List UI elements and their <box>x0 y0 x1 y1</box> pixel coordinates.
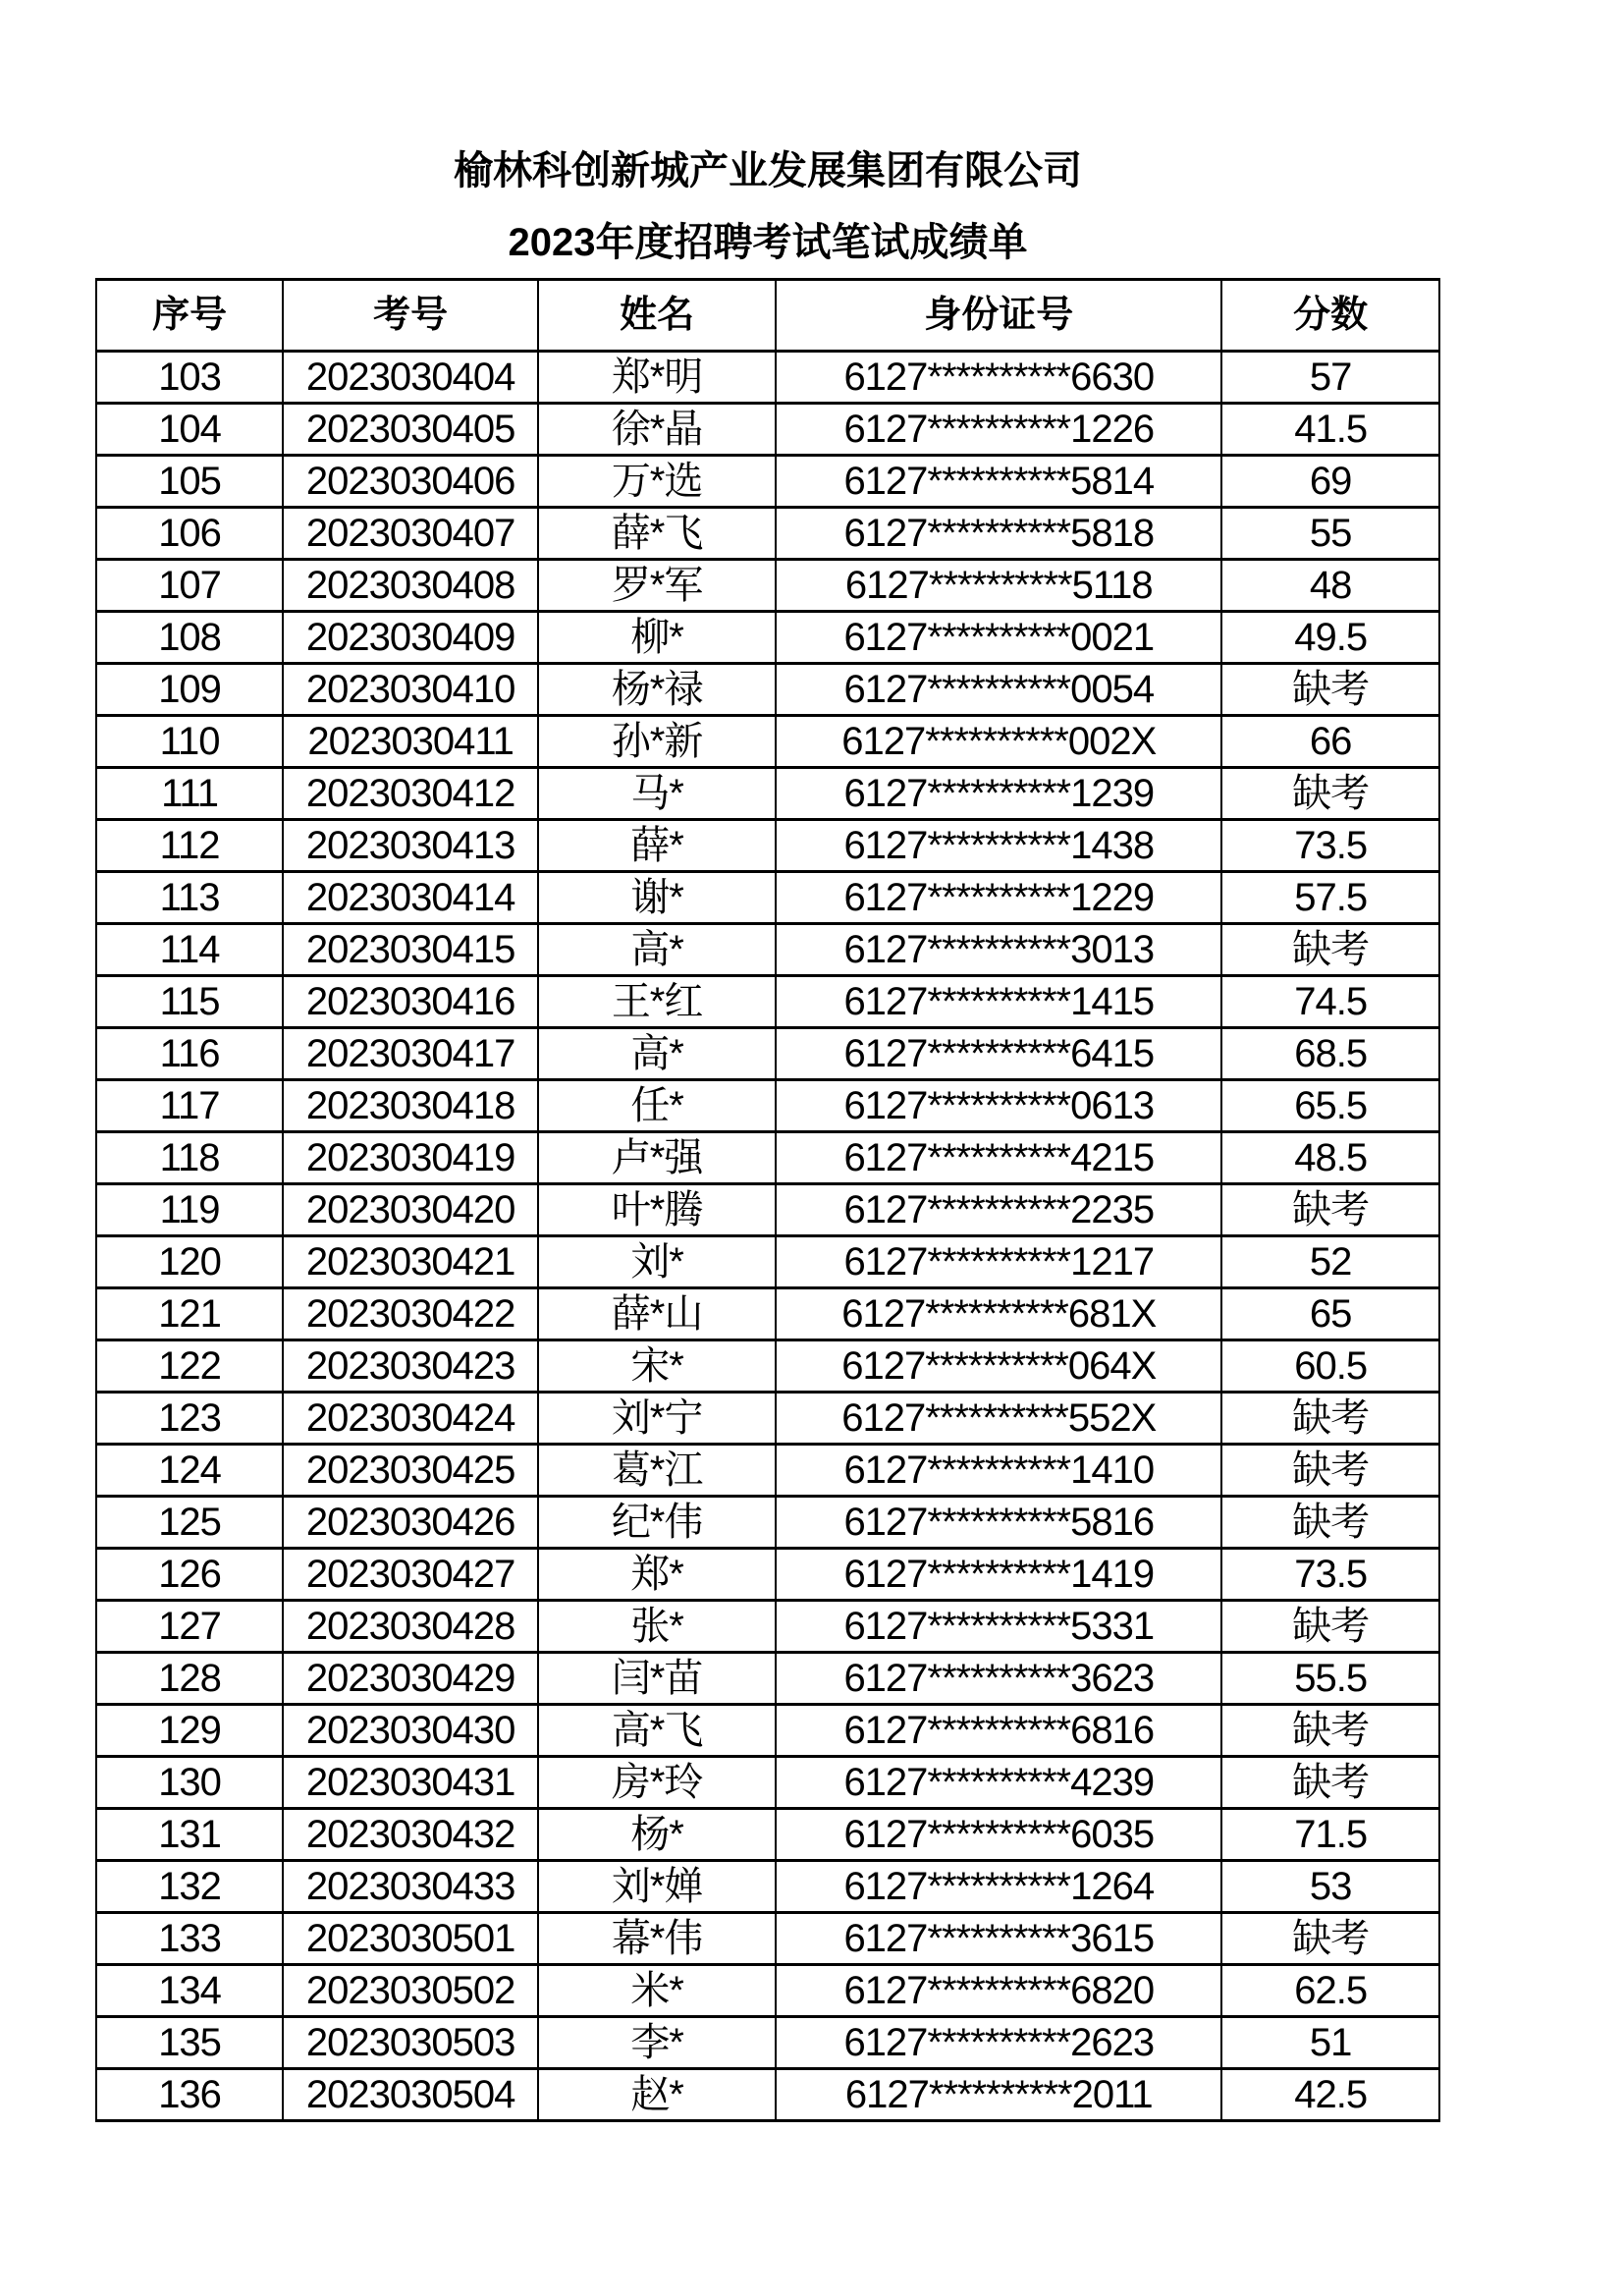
cell-index: 119 <box>96 1184 283 1236</box>
cell-score: 55 <box>1221 508 1439 560</box>
cell-id-number: 6127**********3615 <box>776 1913 1221 1965</box>
cell-id-number: 6127**********1438 <box>776 820 1221 872</box>
table-row <box>96 404 1439 456</box>
cell-name: 徐*晶 <box>538 404 776 456</box>
cell-exam-number: 2023030416 <box>283 976 538 1028</box>
cell-name: 郑* <box>538 1549 776 1601</box>
cell-index: 120 <box>96 1236 283 1288</box>
cell-score: 74.5 <box>1221 976 1439 1028</box>
cell-name: 刘*宁 <box>538 1393 776 1445</box>
cell-exam-number: 2023030417 <box>283 1028 538 1080</box>
cell-index: 110 <box>96 716 283 768</box>
cell-score: 48 <box>1221 560 1439 612</box>
cell-index: 133 <box>96 1913 283 1965</box>
cell-index: 115 <box>96 976 283 1028</box>
cell-exam-number: 2023030501 <box>283 1913 538 1965</box>
table-row <box>96 1080 1439 1132</box>
table-row <box>96 1601 1439 1653</box>
table-row <box>96 1705 1439 1757</box>
cell-name: 幕*伟 <box>538 1913 776 1965</box>
cell-index: 123 <box>96 1393 283 1445</box>
table-row <box>96 560 1439 612</box>
cell-name: 房*玲 <box>538 1757 776 1809</box>
cell-index: 122 <box>96 1340 283 1393</box>
cell-index: 125 <box>96 1497 283 1549</box>
cell-id-number: 6127**********064X <box>776 1340 1221 1393</box>
cell-exam-number: 2023030408 <box>283 560 538 612</box>
cell-index: 105 <box>96 456 283 508</box>
table-row <box>96 1340 1439 1393</box>
cell-index: 130 <box>96 1757 283 1809</box>
table-row <box>96 872 1439 924</box>
cell-score: 缺考 <box>1221 768 1439 820</box>
cell-id-number: 6127**********6816 <box>776 1705 1221 1757</box>
cell-id-number: 6127**********6630 <box>776 352 1221 404</box>
cell-name: 王*红 <box>538 976 776 1028</box>
cell-index: 135 <box>96 2017 283 2069</box>
cell-id-number: 6127**********1410 <box>776 1445 1221 1497</box>
cell-score: 缺考 <box>1221 664 1439 716</box>
cell-name: 李* <box>538 2017 776 2069</box>
cell-score: 48.5 <box>1221 1132 1439 1184</box>
table-row <box>96 352 1439 404</box>
cell-score: 62.5 <box>1221 1965 1439 2017</box>
cell-score: 缺考 <box>1221 1497 1439 1549</box>
cell-id-number: 6127**********5814 <box>776 456 1221 508</box>
table-row <box>96 1288 1439 1340</box>
doc-subtitle: 2023年度招聘考试笔试成绩单 <box>508 221 1028 264</box>
cell-id-number: 6127**********002X <box>776 716 1221 768</box>
table-row <box>96 1757 1439 1809</box>
cell-exam-number: 2023030409 <box>283 612 538 664</box>
cell-index: 129 <box>96 1705 283 1757</box>
cell-name: 薛*飞 <box>538 508 776 560</box>
cell-id-number: 6127**********6035 <box>776 1809 1221 1861</box>
cell-name: 薛* <box>538 820 776 872</box>
cell-index: 134 <box>96 1965 283 2017</box>
cell-exam-number: 2023030418 <box>283 1080 538 1132</box>
cell-score: 57 <box>1221 352 1439 404</box>
cell-id-number: 6127**********5818 <box>776 508 1221 560</box>
cell-score: 52 <box>1221 1236 1439 1288</box>
cell-exam-number: 2023030432 <box>283 1809 538 1861</box>
table-row <box>96 508 1439 560</box>
table-row <box>96 1913 1439 1965</box>
cell-score: 缺考 <box>1221 1705 1439 1757</box>
cell-exam-number: 2023030421 <box>283 1236 538 1288</box>
header-cell-index: 序号 <box>96 280 283 352</box>
table-row <box>96 1965 1439 2017</box>
cell-id-number: 6127**********0021 <box>776 612 1221 664</box>
table-row <box>96 456 1439 508</box>
cell-name: 纪*伟 <box>538 1497 776 1549</box>
cell-score: 缺考 <box>1221 924 1439 976</box>
cell-id-number: 6127**********1264 <box>776 1861 1221 1913</box>
table-row <box>96 1653 1439 1705</box>
cell-index: 109 <box>96 664 283 716</box>
cell-exam-number: 2023030503 <box>283 2017 538 2069</box>
cell-id-number: 6127**********3013 <box>776 924 1221 976</box>
cell-score: 41.5 <box>1221 404 1439 456</box>
table-row <box>96 1184 1439 1236</box>
cell-exam-number: 2023030425 <box>283 1445 538 1497</box>
table-row <box>96 1497 1439 1549</box>
header-cell-exam-number: 考号 <box>283 280 538 352</box>
cell-exam-number: 2023030504 <box>283 2069 538 2121</box>
cell-index: 107 <box>96 560 283 612</box>
cell-name: 谢* <box>538 872 776 924</box>
cell-index: 131 <box>96 1809 283 1861</box>
cell-score: 42.5 <box>1221 2069 1439 2121</box>
cell-index: 126 <box>96 1549 283 1601</box>
cell-name: 闫*苗 <box>538 1653 776 1705</box>
cell-score: 65.5 <box>1221 1080 1439 1132</box>
cell-name: 杨* <box>538 1809 776 1861</box>
cell-score: 55.5 <box>1221 1653 1439 1705</box>
cell-score: 缺考 <box>1221 1757 1439 1809</box>
table-row <box>96 1445 1439 1497</box>
cell-id-number: 6127**********1217 <box>776 1236 1221 1288</box>
cell-index: 112 <box>96 820 283 872</box>
cell-name: 孙*新 <box>538 716 776 768</box>
cell-index: 136 <box>96 2069 283 2121</box>
header-cell-score: 分数 <box>1221 280 1439 352</box>
cell-index: 118 <box>96 1132 283 1184</box>
table-row <box>96 1809 1439 1861</box>
cell-index: 111 <box>96 768 283 820</box>
cell-name: 高*飞 <box>538 1705 776 1757</box>
cell-score: 缺考 <box>1221 1445 1439 1497</box>
cell-exam-number: 2023030502 <box>283 1965 538 2017</box>
table-row <box>96 664 1439 716</box>
cell-score: 缺考 <box>1221 1601 1439 1653</box>
cell-name: 万*选 <box>538 456 776 508</box>
cell-exam-number: 2023030419 <box>283 1132 538 1184</box>
cell-id-number: 6127**********5331 <box>776 1601 1221 1653</box>
cell-id-number: 6127**********0054 <box>776 664 1221 716</box>
table-row <box>96 1236 1439 1288</box>
cell-id-number: 6127**********1226 <box>776 404 1221 456</box>
cell-name: 罗*军 <box>538 560 776 612</box>
table-row <box>96 2069 1439 2121</box>
cell-id-number: 6127**********552X <box>776 1393 1221 1445</box>
cell-id-number: 6127**********0613 <box>776 1080 1221 1132</box>
cell-score: 65 <box>1221 1288 1439 1340</box>
header-row <box>96 280 1439 352</box>
cell-name: 马* <box>538 768 776 820</box>
cell-exam-number: 2023030431 <box>283 1757 538 1809</box>
cell-score: 57.5 <box>1221 872 1439 924</box>
cell-score: 60.5 <box>1221 1340 1439 1393</box>
cell-name: 葛*江 <box>538 1445 776 1497</box>
cell-name: 杨*禄 <box>538 664 776 716</box>
cell-exam-number: 2023030404 <box>283 352 538 404</box>
cell-id-number: 6127**********4215 <box>776 1132 1221 1184</box>
cell-score: 66 <box>1221 716 1439 768</box>
cell-exam-number: 2023030426 <box>283 1497 538 1549</box>
cell-index: 127 <box>96 1601 283 1653</box>
cell-exam-number: 2023030406 <box>283 456 538 508</box>
cell-id-number: 6127**********1419 <box>776 1549 1221 1601</box>
table-row <box>96 1028 1439 1080</box>
cell-name: 高* <box>538 924 776 976</box>
cell-index: 104 <box>96 404 283 456</box>
table-row <box>96 1861 1439 1913</box>
cell-index: 113 <box>96 872 283 924</box>
cell-score: 49.5 <box>1221 612 1439 664</box>
cell-exam-number: 2023030407 <box>283 508 538 560</box>
cell-exam-number: 2023030433 <box>283 1861 538 1913</box>
cell-name: 刘* <box>538 1236 776 1288</box>
cell-score: 缺考 <box>1221 1913 1439 1965</box>
cell-id-number: 6127**********4239 <box>776 1757 1221 1809</box>
table-row <box>96 2017 1439 2069</box>
cell-id-number: 6127**********6415 <box>776 1028 1221 1080</box>
cell-name: 叶*腾 <box>538 1184 776 1236</box>
cell-id-number: 6127**********5118 <box>776 560 1221 612</box>
cell-score: 53 <box>1221 1861 1439 1913</box>
cell-index: 117 <box>96 1080 283 1132</box>
cell-exam-number: 2023030423 <box>283 1340 538 1393</box>
table-row <box>96 820 1439 872</box>
cell-index: 124 <box>96 1445 283 1497</box>
cell-name: 刘*婵 <box>538 1861 776 1913</box>
cell-exam-number: 2023030413 <box>283 820 538 872</box>
cell-index: 132 <box>96 1861 283 1913</box>
cell-exam-number: 2023030414 <box>283 872 538 924</box>
cell-id-number: 6127**********3623 <box>776 1653 1221 1705</box>
cell-name: 任* <box>538 1080 776 1132</box>
score-table <box>95 278 1440 2122</box>
header-cell-id-number: 身份证号 <box>776 280 1221 352</box>
cell-exam-number: 2023030410 <box>283 664 538 716</box>
cell-exam-number: 2023030427 <box>283 1549 538 1601</box>
cell-exam-number: 2023030424 <box>283 1393 538 1445</box>
cell-score: 73.5 <box>1221 1549 1439 1601</box>
cell-exam-number: 2023030428 <box>283 1601 538 1653</box>
cell-name: 薛*山 <box>538 1288 776 1340</box>
table-row <box>96 768 1439 820</box>
table-row <box>96 924 1439 976</box>
cell-exam-number: 2023030405 <box>283 404 538 456</box>
doc-title: 榆林科创新城产业发展集团有限公司 <box>454 149 1082 192</box>
cell-id-number: 6127**********2235 <box>776 1184 1221 1236</box>
cell-name: 赵* <box>538 2069 776 2121</box>
cell-score: 缺考 <box>1221 1393 1439 1445</box>
table-row <box>96 1549 1439 1601</box>
cell-index: 128 <box>96 1653 283 1705</box>
cell-score: 51 <box>1221 2017 1439 2069</box>
cell-score: 缺考 <box>1221 1184 1439 1236</box>
cell-score: 68.5 <box>1221 1028 1439 1080</box>
cell-exam-number: 2023030412 <box>283 768 538 820</box>
cell-score: 73.5 <box>1221 820 1439 872</box>
table-row <box>96 1132 1439 1184</box>
cell-index: 108 <box>96 612 283 664</box>
cell-index: 121 <box>96 1288 283 1340</box>
cell-id-number: 6127**********2011 <box>776 2069 1221 2121</box>
cell-id-number: 6127**********6820 <box>776 1965 1221 2017</box>
cell-name: 米* <box>538 1965 776 2017</box>
cell-id-number: 6127**********5816 <box>776 1497 1221 1549</box>
cell-name: 张* <box>538 1601 776 1653</box>
cell-index: 116 <box>96 1028 283 1080</box>
cell-exam-number: 2023030420 <box>283 1184 538 1236</box>
cell-id-number: 6127**********2623 <box>776 2017 1221 2069</box>
header-cell-name: 姓名 <box>538 280 776 352</box>
table-row <box>96 612 1439 664</box>
cell-id-number: 6127**********1415 <box>776 976 1221 1028</box>
cell-name: 柳* <box>538 612 776 664</box>
cell-exam-number: 2023030415 <box>283 924 538 976</box>
table-row <box>96 976 1439 1028</box>
cell-name: 宋* <box>538 1340 776 1393</box>
cell-index: 106 <box>96 508 283 560</box>
cell-exam-number: 2023030411 <box>283 716 538 768</box>
cell-id-number: 6127**********681X <box>776 1288 1221 1340</box>
cell-exam-number: 2023030430 <box>283 1705 538 1757</box>
cell-exam-number: 2023030422 <box>283 1288 538 1340</box>
cell-id-number: 6127**********1239 <box>776 768 1221 820</box>
cell-name: 高* <box>538 1028 776 1080</box>
table-row <box>96 716 1439 768</box>
cell-exam-number: 2023030429 <box>283 1653 538 1705</box>
cell-name: 郑*明 <box>538 352 776 404</box>
cell-score: 71.5 <box>1221 1809 1439 1861</box>
cell-index: 114 <box>96 924 283 976</box>
document-header <box>95 136 1440 279</box>
table-row <box>96 1393 1439 1445</box>
cell-index: 103 <box>96 352 283 404</box>
cell-name: 卢*强 <box>538 1132 776 1184</box>
cell-score: 69 <box>1221 456 1439 508</box>
cell-id-number: 6127**********1229 <box>776 872 1221 924</box>
